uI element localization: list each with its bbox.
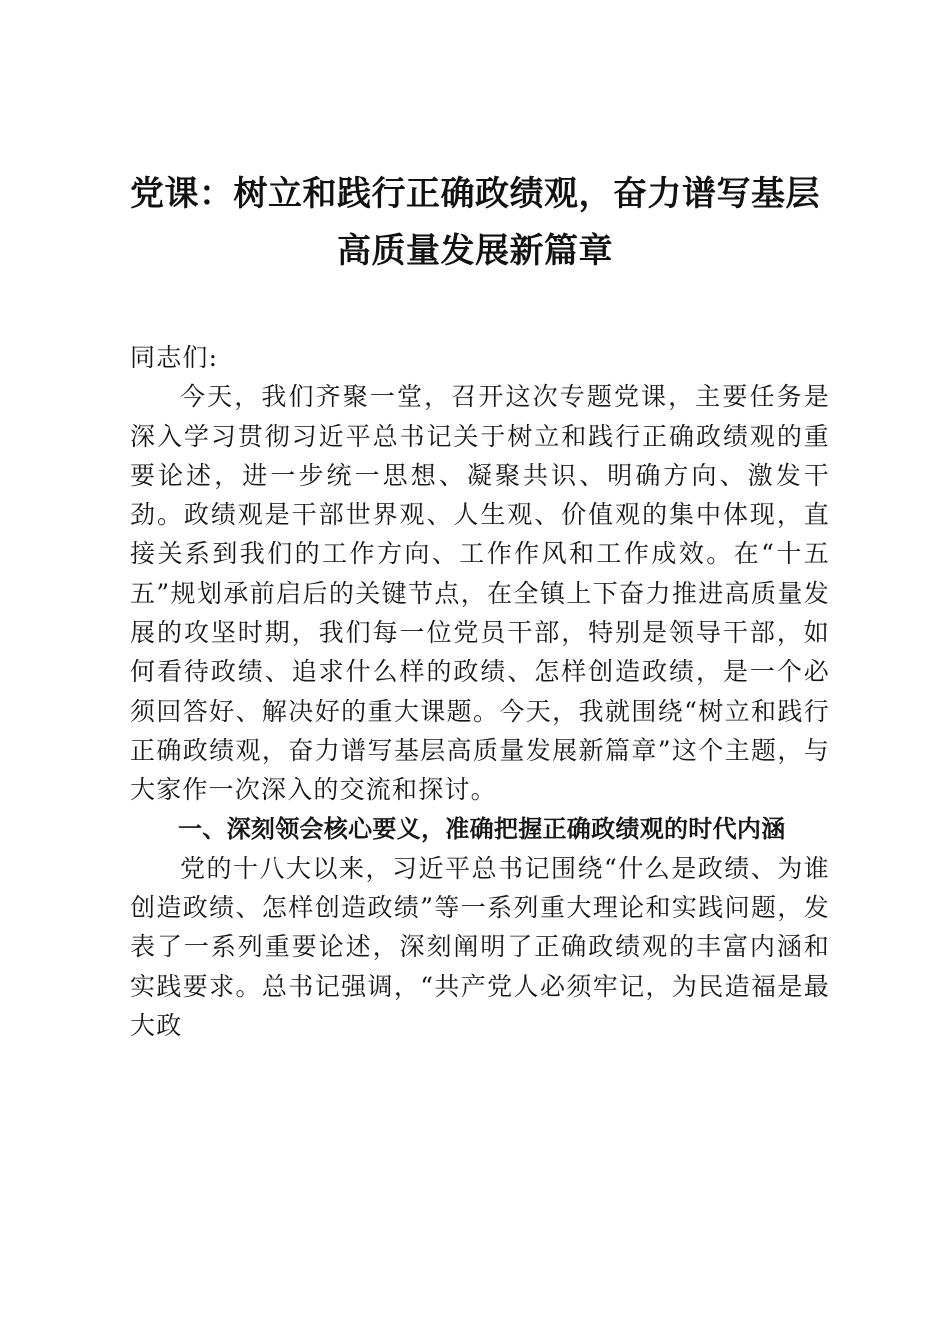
document-body	[130, 338, 830, 1045]
title-line-2: 高质量发展新篇章	[337, 231, 613, 271]
section-heading-1: 一、深刻领会核心要义，准确把握正确政绩观的时代内涵	[178, 814, 786, 843]
paragraph-intro: 今天，我们齐聚一堂，召开这次专题党课，主要任务是深入学习贯彻习近平总书记关于树立和践行正确政绩观的重要论述，进一步统一思想、凝聚共识、明确方向、激发干劲。政绩观是干部世界观、人生观、价值观的集中体现，直接关系到我们的工作方向、工作作风和工作成效。在“十五五”规划承前启后的关键节点，在全镇上下奋力推进高质量发展的攻坚时期，我们每一位党员干部，特别是领导干部，如何看待政绩、追求什么样的政绩、怎样创造政绩，是一个必须回答好、解决好的重大课题。今天，我就围绕“树立和践行正确政绩观，奋力谱写基层高质量发展新篇章”这个主题，与大家作一次深入的交流和探讨。	[130, 382, 830, 805]
document-title	[100, 166, 850, 280]
paragraph-section-1: 党的十八大以来，习近平总书记围绕“什么是政绩、为谁创造政绩、怎样创造政绩”等一系列重大理论和实践问题，发表了一系列重要论述，深刻阐明了正确政绩观的丰富内涵和实践要求。总书记强调，“共产党人必须牢记，为民造福是最大政	[130, 853, 830, 1041]
greeting: 同志们:	[130, 343, 219, 372]
title-line-1: 党课：树立和践行正确政绩观，奋力谱写基层	[130, 174, 820, 214]
